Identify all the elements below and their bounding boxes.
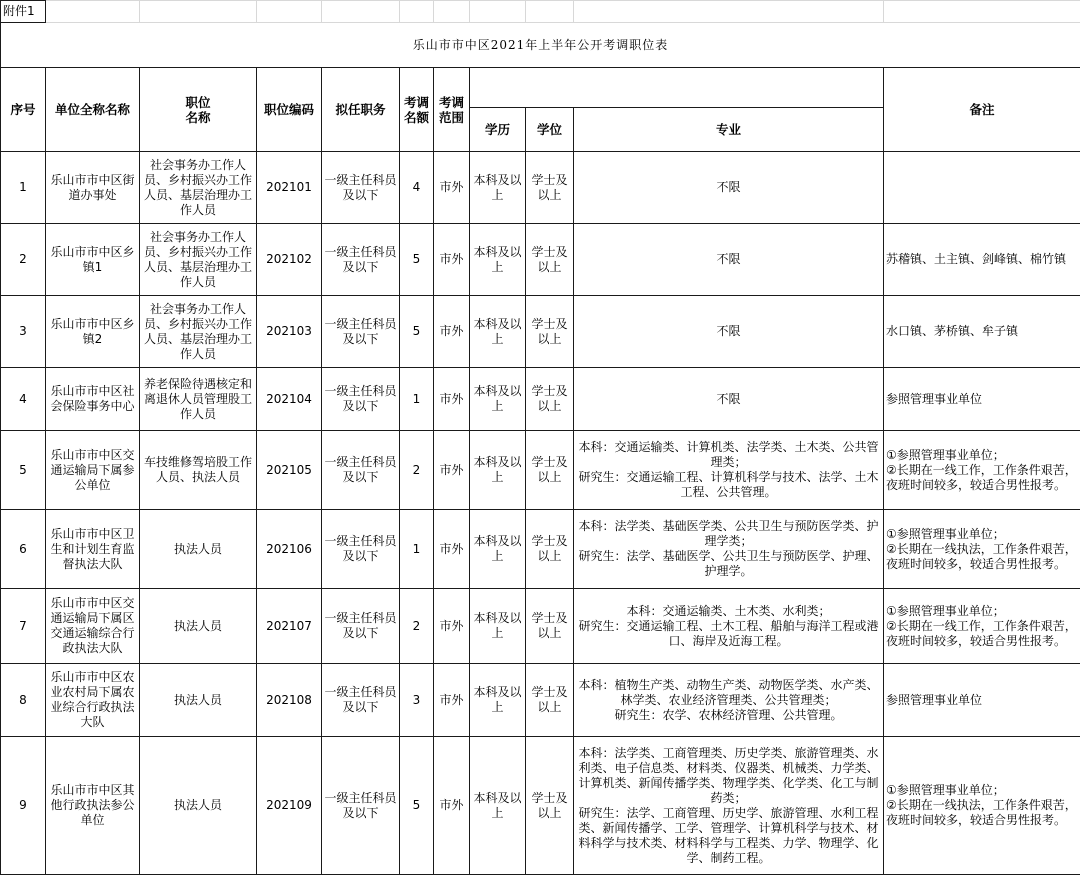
cell-quota[interactable]: 2 [400, 431, 434, 510]
major-line: 本科：法学类、基础医学类、公共卫生与预防医学类、护理学类； [578, 519, 879, 548]
cell-seq[interactable]: 3 [1, 296, 46, 368]
cell-position[interactable]: 社会事务办工作人员、乡村振兴办工作人员、基层治理办工作人员 [140, 224, 257, 296]
cell-degree[interactable]: 学士及以上 [526, 296, 574, 368]
table-row [1, 431, 1080, 510]
cell-position[interactable]: 社会事务办工作人员、乡村振兴办工作人员、基层治理办工作人员 [140, 152, 257, 224]
table-row [1, 664, 1080, 737]
cell-degree[interactable]: 学士及以上 [526, 224, 574, 296]
cell-code[interactable]: 202107 [257, 589, 322, 664]
cell-education[interactable]: 本科及以上 [470, 431, 526, 510]
cell-position[interactable]: 执法人员 [140, 664, 257, 737]
cell-major[interactable] [574, 152, 884, 224]
cell-scope[interactable]: 市外 [434, 224, 470, 296]
header-row-top [1, 68, 1080, 108]
cell-remark[interactable] [884, 152, 1080, 224]
cell-education[interactable]: 本科及以上 [470, 368, 526, 431]
cell-scope[interactable]: 市外 [434, 368, 470, 431]
header-requirements-blank[interactable] [470, 68, 884, 108]
empty-cell[interactable] [46, 1, 140, 23]
cell-scope[interactable]: 市外 [434, 510, 470, 589]
table-row [1, 152, 1080, 224]
header-degree[interactable]: 学位 [526, 108, 574, 152]
header-position-text: 职位 名称 [185, 94, 211, 125]
header-code[interactable]: 职位编码 [257, 68, 322, 152]
major-line: 研究生：法学、工商管理、历史学、旅游管理、水利工程类、新闻传播学、工学、管理学、计算机科学与技术、材料科学与技术类、材料科学与工程类、力学、物理学、化学、制药工程。 [578, 805, 879, 865]
cell-unit[interactable]: 乐山市市中区乡镇2 [46, 296, 140, 368]
cell-seq[interactable]: 4 [1, 368, 46, 431]
cell-position[interactable]: 执法人员 [140, 510, 257, 589]
major-line: 本科：法学类、工商管理类、历史学类、旅游管理类、水利类、电子信息类、材料类、仪器类、机械类、力学类、计算机类、新闻传播学类、物理学类、化学类、化工与制药类； [578, 745, 879, 805]
cell-rank[interactable]: 一级主任科员及以下 [322, 589, 400, 664]
title-row [1, 23, 1080, 68]
cell-degree[interactable]: 学士及以上 [526, 368, 574, 431]
cell-code[interactable]: 202108 [257, 664, 322, 737]
cell-unit[interactable]: 乐山市市中区社会保险事务中心 [46, 368, 140, 431]
cell-quota[interactable]: 4 [400, 152, 434, 224]
cell-remark[interactable] [884, 664, 1080, 737]
remark-line: ②长期在一线工作，工作条件艰苦，夜班时间较多，较适合男性报考。 [886, 618, 1077, 648]
cell-rank[interactable]: 一级主任科员及以下 [322, 152, 400, 224]
cell-degree[interactable]: 学士及以上 [526, 431, 574, 510]
remark-line: ②长期在一线工作，工作条件艰苦，夜班时间较多，较适合男性报考。 [886, 462, 1077, 492]
cell-major[interactable] [574, 510, 884, 589]
cell-seq[interactable]: 7 [1, 589, 46, 664]
cell-remark[interactable] [884, 510, 1080, 589]
cell-unit[interactable]: 乐山市市中区乡镇1 [46, 224, 140, 296]
cell-remark[interactable] [884, 737, 1080, 875]
cell-quota[interactable]: 2 [400, 589, 434, 664]
cell-code[interactable]: 202104 [257, 368, 322, 431]
cell-unit[interactable]: 乐山市市中区交通运输局下属参公单位 [46, 431, 140, 510]
remark-line: 苏稽镇、土主镇、剑峰镇、棉竹镇 [886, 252, 1067, 266]
cell-unit[interactable]: 乐山市市中区其他行政执法参公单位 [46, 737, 140, 875]
empty-cell[interactable] [526, 1, 574, 23]
header-remark[interactable]: 备注 [884, 68, 1080, 152]
cell-seq[interactable]: 8 [1, 664, 46, 737]
remark-line: ②长期在一线执法，工作条件艰苦，夜班时间较多，较适合男性报考。 [886, 541, 1077, 571]
header-major[interactable]: 专业 [574, 108, 884, 152]
header-seq[interactable]: 序号 [1, 68, 46, 152]
major-line: 研究生：法学、基础医学、公共卫生与预防医学、护理、护理学。 [578, 549, 879, 578]
cell-education[interactable]: 本科及以上 [470, 224, 526, 296]
remark-line: ①参照管理事业单位； [886, 603, 1005, 618]
cell-seq[interactable]: 2 [1, 224, 46, 296]
cell-quota[interactable]: 1 [400, 368, 434, 431]
cell-remark[interactable] [884, 589, 1080, 664]
cell-major[interactable] [574, 296, 884, 368]
cell-major[interactable] [574, 431, 884, 510]
cell-unit[interactable]: 乐山市市中区交通运输局下属区交通运输综合行政执法大队 [46, 589, 140, 664]
major-line: 不限 [716, 180, 741, 194]
cell-degree[interactable]: 学士及以上 [526, 589, 574, 664]
header-unit[interactable]: 单位全称名称 [46, 68, 140, 152]
remark-line: ①参照管理事业单位； [886, 783, 1005, 797]
cell-education[interactable]: 本科及以上 [470, 296, 526, 368]
cell-code[interactable]: 202101 [257, 152, 322, 224]
attachment-label[interactable]: 附件1 [1, 1, 46, 23]
header-rank[interactable]: 拟任职务 [322, 68, 400, 152]
header-scope-text: 考调 范围 [438, 94, 464, 125]
remark-line: ①参照管理事业单位； [886, 447, 1005, 462]
cell-education[interactable]: 本科及以上 [470, 589, 526, 664]
cell-code[interactable]: 202106 [257, 510, 322, 589]
cell-quota[interactable]: 3 [400, 664, 434, 737]
header-quota[interactable] [400, 68, 434, 152]
empty-cell[interactable] [434, 1, 470, 23]
cell-rank[interactable]: 一级主任科员及以下 [322, 431, 400, 510]
header-position[interactable] [140, 68, 257, 152]
cell-rank[interactable]: 一级主任科员及以下 [322, 510, 400, 589]
cell-position[interactable]: 养老保险待遇核定和离退休人员管理股工作人员 [140, 368, 257, 431]
cell-code[interactable]: 202109 [257, 737, 322, 875]
header-quota-text: 考调 名额 [403, 94, 429, 125]
cell-remark[interactable] [884, 224, 1080, 296]
table-row [1, 510, 1080, 589]
remark-line: 水口镇、茅桥镇、牟子镇 [886, 324, 1019, 338]
empty-cell[interactable] [574, 1, 884, 23]
empty-cell[interactable] [884, 1, 1080, 23]
cell-unit[interactable]: 乐山市市中区卫生和计划生育监督执法大队 [46, 510, 140, 589]
cell-rank[interactable]: 一级主任科员及以下 [322, 737, 400, 875]
cell-degree[interactable]: 学士及以上 [526, 737, 574, 875]
major-line: 本科：交通运输类、计算机类、法学类、土木类、公共管理类； [578, 440, 879, 469]
cell-scope[interactable]: 市外 [434, 737, 470, 875]
cell-code[interactable]: 202102 [257, 224, 322, 296]
major-line: 本科：植物生产类、动物生产类、动物医学类、水产类、林学类、农业经济管理类、公共管理类； [578, 677, 879, 707]
table-row [1, 589, 1080, 664]
remark-line: ①参照管理事业单位； [886, 526, 1005, 541]
cell-remark[interactable] [884, 368, 1080, 431]
cell-rank[interactable]: 一级主任科员及以下 [322, 664, 400, 737]
cell-seq[interactable]: 6 [1, 510, 46, 589]
empty-cell[interactable] [322, 1, 400, 23]
cell-position[interactable]: 社会事务办工作人员、乡村振兴办工作人员、基层治理办工作人员 [140, 296, 257, 368]
table-row [1, 224, 1080, 296]
cell-code[interactable]: 202103 [257, 296, 322, 368]
cell-unit[interactable]: 乐山市市中区街道办事处 [46, 152, 140, 224]
cell-quota[interactable]: 5 [400, 737, 434, 875]
cell-scope[interactable]: 市外 [434, 296, 470, 368]
remark-line: ②长期在一线执法，工作条件艰苦，夜班时间较多，较适合男性报考。 [886, 798, 1077, 827]
attachment-row [1, 1, 1080, 23]
cell-seq[interactable]: 5 [1, 431, 46, 510]
major-line: 不限 [716, 324, 741, 338]
major-line: 不限 [716, 252, 741, 266]
cell-remark[interactable] [884, 431, 1080, 510]
cell-scope[interactable]: 市外 [434, 152, 470, 224]
cell-position[interactable]: 执法人员 [140, 589, 257, 664]
remark-line: 参照管理事业单位 [886, 692, 983, 707]
cell-rank[interactable]: 一级主任科员及以下 [322, 368, 400, 431]
cell-major[interactable] [574, 368, 884, 431]
cell-rank[interactable]: 一级主任科员及以下 [322, 224, 400, 296]
cell-code[interactable]: 202105 [257, 431, 322, 510]
cell-seq[interactable]: 1 [1, 152, 46, 224]
header-education[interactable]: 学历 [470, 108, 526, 152]
cell-quota[interactable]: 5 [400, 296, 434, 368]
cell-major[interactable] [574, 664, 884, 737]
major-line: 本科：交通运输类、土木类、水利类； [626, 603, 831, 618]
empty-cell[interactable] [140, 1, 257, 23]
cell-rank[interactable]: 一级主任科员及以下 [322, 296, 400, 368]
major-line: 研究生：交通运输工程、计算机科学与技术、法学、土木工程、公共管理。 [578, 470, 879, 499]
empty-cell[interactable] [470, 1, 526, 23]
remark-line: 参照管理事业单位 [886, 391, 983, 406]
cell-position[interactable]: 执法人员 [140, 737, 257, 875]
cell-education[interactable]: 本科及以上 [470, 152, 526, 224]
header-scope[interactable] [434, 68, 470, 152]
table-row [1, 296, 1080, 368]
cell-unit[interactable]: 乐山市市中区农业农村局下属农业综合行政执法大队 [46, 664, 140, 737]
cell-major[interactable] [574, 737, 884, 875]
cell-major[interactable] [574, 589, 884, 664]
cell-remark[interactable] [884, 296, 1080, 368]
cell-position[interactable]: 车技维修驾培股工作人员、执法人员 [140, 431, 257, 510]
cell-education[interactable]: 本科及以上 [470, 737, 526, 875]
cell-education[interactable]: 本科及以上 [470, 664, 526, 737]
cell-degree[interactable]: 学士及以上 [526, 510, 574, 589]
major-line: 不限 [716, 391, 741, 406]
cell-scope[interactable]: 市外 [434, 589, 470, 664]
major-line: 研究生：农学、农林经济管理、公共管理。 [614, 707, 843, 722]
major-line: 研究生：交通运输工程、土木工程、船舶与海洋工程或港口、海岸及近海工程。 [578, 618, 879, 648]
cell-major[interactable] [574, 224, 884, 296]
cell-degree[interactable]: 学士及以上 [526, 664, 574, 737]
page-title[interactable]: 乐山市市中区2021年上半年公开考调职位表 [1, 23, 1080, 68]
cell-quota[interactable]: 1 [400, 510, 434, 589]
empty-cell[interactable] [257, 1, 322, 23]
cell-degree[interactable]: 学士及以上 [526, 152, 574, 224]
table-row [1, 737, 1080, 875]
cell-quota[interactable]: 5 [400, 224, 434, 296]
empty-cell[interactable] [400, 1, 434, 23]
cell-seq[interactable]: 9 [1, 737, 46, 875]
cell-scope[interactable]: 市外 [434, 431, 470, 510]
table-row [1, 368, 1080, 431]
cell-scope[interactable]: 市外 [434, 664, 470, 737]
cell-education[interactable]: 本科及以上 [470, 510, 526, 589]
